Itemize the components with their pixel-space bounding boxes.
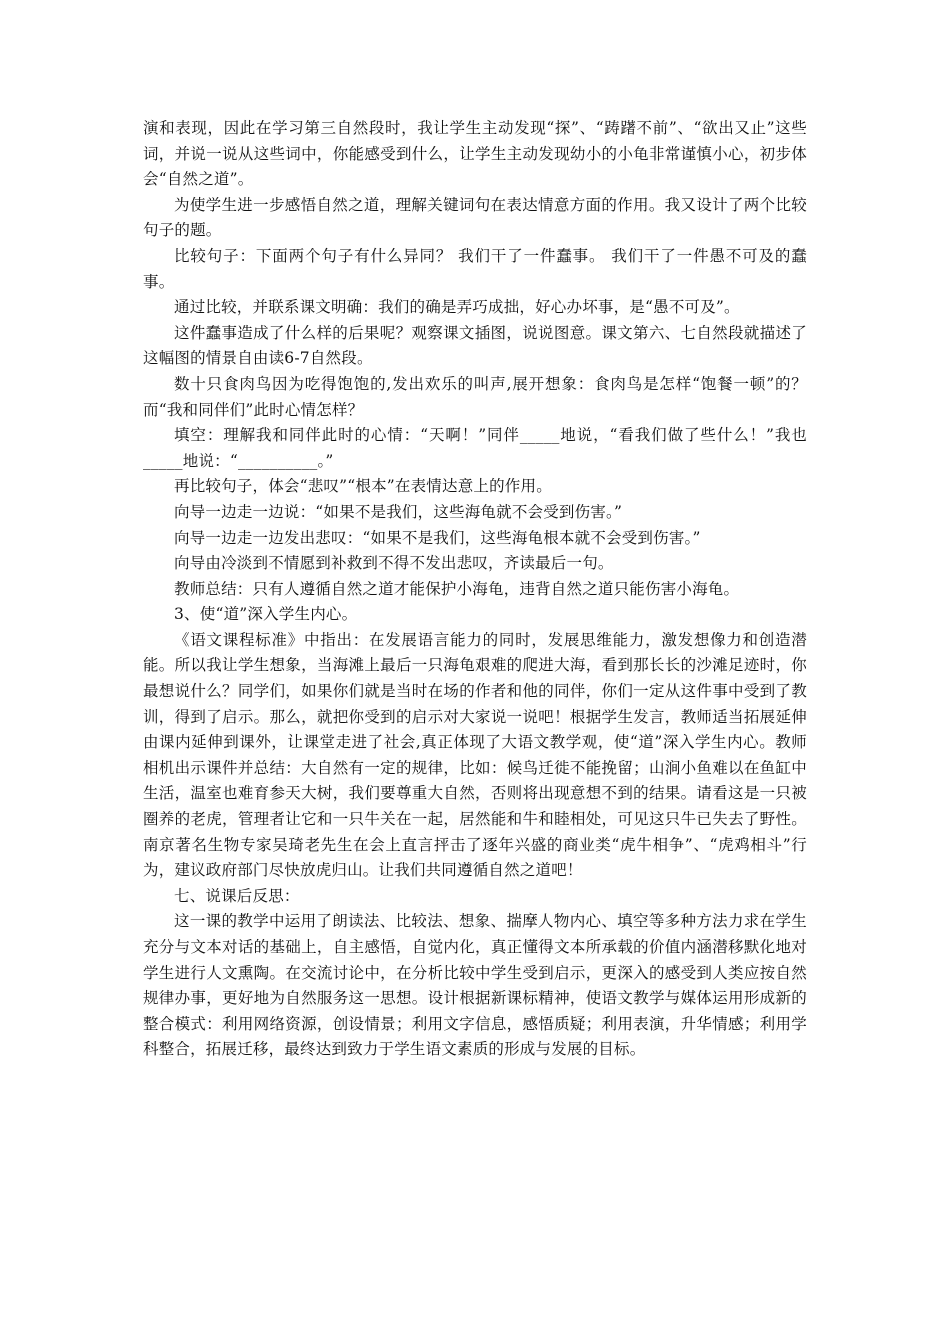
paragraph: 比较句子：下面两个句子有什么异同？ 我们干了一件蠢事。 我们干了一件愚不可及的蠢事。	[143, 246, 807, 291]
paragraph: 这一课的教学中运用了朗读法、比较法、想象、揣摩人物内心、填空等多种方法力求在学生充分与文本对话的基础上，自主感悟，自觉内化，真正懂得文本所承载的价值内涵潜移默化地对学生进行人文熏陶。在交流讨论中，在分析比较中学生受到启示，更深入的感受到人类应按自然规律办事，更好地为自然服务这一思想。设计根据新课标精神，使语文教学与媒体运用形成新的整合模式：利用网络资源，创设情景；利用文字信息，感悟质疑；利用表演，升华情感；利用学科整合，拓展迁移，最终达到致力于学生语文素质的形成与发展的目标。	[143, 912, 807, 1059]
document-body	[143, 116, 807, 1063]
paragraph: 这件蠢事造成了什么样的后果呢？观察课文插图，说说图意。课文第六、七自然段就描述了这幅图的情景自由读6-7自然段。	[143, 323, 807, 368]
paragraph: 向导一边走一边发出悲叹：“如果不是我们，这些海龟根本就不会受到伤害。”	[174, 528, 701, 547]
paragraph: 向导一边走一边说：“如果不是我们，这些海龟就不会受到伤害。”	[174, 502, 623, 521]
paragraph: 《语文课程标准》中指出：在发展语言能力的同时，发展思维能力，激发想像力和创造潜能。所以我让学生想象，当海滩上最后一只海龟艰难的爬进大海，看到那长长的沙滩足迹时，你最想说什么？同学们，如果你们就是当时在场的作者和他的同伴，你们一定从这件事中受到了教训，得到了启示。那么，就把你受到的启示对大家说一说吧！根据学生发言，教师适当拓展延伸由课内延伸到课外，让课堂走进了社会,真正体现了大语文教学观，使“道”深入学生内心。教师相机出示课件并总结：大自然有一定的规律，比如：候鸟迁徙不能挽留；山涧小鱼难以在鱼缸中生活，温室也难育参天大树，我们要尊重大自然，否则将出现意想不到的结果。请看这是一只被圈养的老虎，管理者让它和一只牛关在一起，居然能和牛和睦相处，可见这只牛已失去了野性。南京著名生物专家吴琦老先生在会上直言抨击了逐年兴盛的商业类“虎牛相争”、“虎鸡相斗”行为，建议政府部门尽快放虎归山。让我们共同遵循自然之道吧！	[143, 630, 807, 880]
paragraph: 填空：理解我和同伴此时的心情：“天啊！”同伴_____地说，“看我们做了些什么！”我也_____地说：“__________。”	[143, 426, 807, 470]
paragraph: 演和表现，因此在学习第三自然段时，我让学生主动发现“探”、“踌躇不前”、“欲出又止”这些词，并说一说从这些词中，你能感受到什么，让学生主动发现幼小的小龟非常谨慎小心，初步体会“自然之道”。	[143, 119, 807, 189]
paragraph: 向导由冷淡到不情愿到补救到不得不发出悲叹，齐读最后一句。	[174, 554, 614, 573]
paragraph: 再比较句子，体会“悲叹”“根本”在表情达意上的作用。	[174, 477, 552, 496]
paragraph: 通过比较，并联系课文明确：我们的确是弄巧成拙，好心办坏事，是“愚不可及”。	[174, 298, 740, 317]
paragraph: 为使学生进一步感悟自然之道，理解关键词句在表达情意方面的作用。我又设计了两个比较句子的题。	[143, 195, 807, 240]
section-heading: 3、使“道”深入学生内心。	[174, 605, 358, 624]
section-heading: 七、说课后反思：	[174, 886, 300, 905]
paragraph: 教师总结：只有人遵循自然之道才能保护小海龟，违背自然之道只能伤害小海龟。	[174, 579, 740, 598]
paragraph: 数十只食肉鸟因为吃得饱饱的,发出欢乐的叫声,展开想象：食肉鸟是怎样“饱餐一顿”的？而“我和同伴们”此时心情怎样？	[143, 374, 807, 419]
